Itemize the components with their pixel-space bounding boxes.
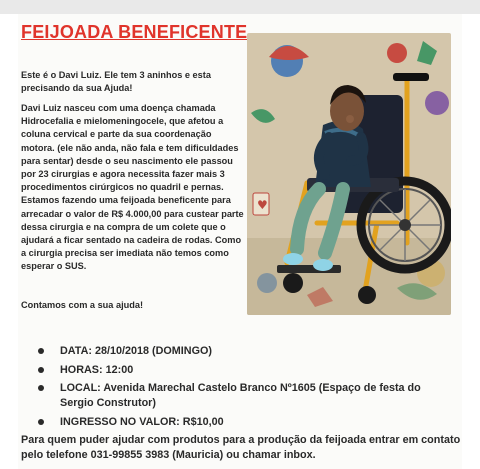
bullet-icon (38, 367, 44, 373)
bullet-icon (38, 419, 44, 425)
contact-text: Para quem puder ajudar com produtos para a produção da feijoada entrar em contato pelo telefone 031-99855 3983 (Mauricia) ou chamar inbox. (21, 434, 461, 461)
top-strip (0, 0, 480, 14)
thanks-text: Contamos com a sua ajuda! (21, 300, 144, 310)
child-wheelchair-photo (247, 33, 451, 315)
detail-time-text: HORAS: 12:00 (60, 363, 134, 376)
svg-text:♥: ♥ (257, 198, 268, 212)
detail-ticket (36, 415, 446, 430)
bullet-icon (38, 385, 44, 391)
bullet-icon (38, 348, 44, 354)
detail-location (36, 381, 446, 410)
intro-text: Este é o Davi Luiz. Ele tem 3 aninhos e esta precisando da sua Ajuda! (21, 70, 211, 93)
event-details-list (36, 344, 446, 433)
flyer-title: FEIJOADA BENEFICENTE (21, 22, 248, 42)
story-paragraph: Davi Luiz nasceu com uma doença chamada Hidrocefalia e mielomeningocele, que afetou a coluna cervical e parte da sua coordenação motora. (ele não anda, não fala e tem dificuldades para sentar) desde o seu nascimento ele passou por 23 cirurgias e agora necessita fazer mais 3 procedimentos cirúrgicos no quadril e pernas. Estamos fazendo uma feijoada beneficente para arrecadar o valor de R$ 4.000,00 para custear parte dessa cirurgia e na compra de um colete que o ajudará a ficar sentado na cadeira de rodas. Como a cirurgia precisa ser imediata não temos como esperar o SUS. (21, 103, 244, 272)
detail-date (36, 344, 446, 359)
detail-location-text: LOCAL: Avenida Marechal Castelo Branco Nº1605 (Espaço de festa do Sergio Construtor) (60, 382, 421, 409)
detail-ticket-text: INGRESSO NO VALOR: R$10,00 (60, 415, 224, 428)
detail-time (36, 363, 446, 378)
detail-date-text: DATA: 28/10/2018 (DOMINGO) (60, 345, 212, 357)
